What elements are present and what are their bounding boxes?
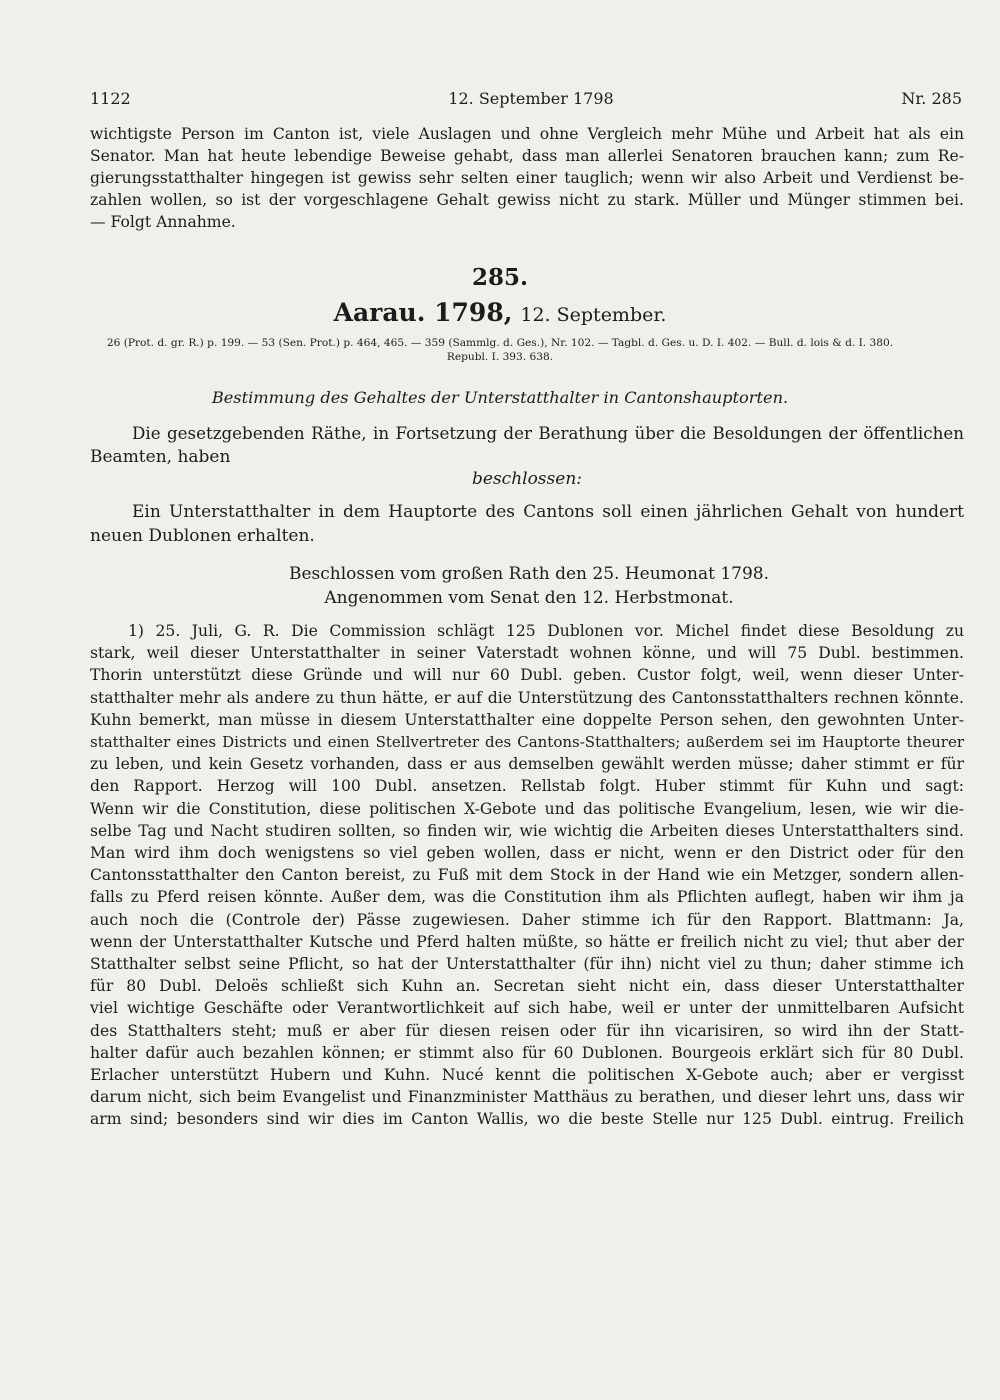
document-subject: Bestimmung des Gehaltes der Unterstatthalter in Cantonshauptorten. <box>211 388 789 407</box>
preamble <box>90 421 964 469</box>
closing-formula <box>0 562 1000 610</box>
text-line: auch noch die (Controle der) Pässe zugewiesen. Daher stimme ich für den Rapport. Blattmann: Ja, <box>90 910 964 929</box>
text-line: viel wichtige Geschäfte oder Verantwortlichkeit auf sich habe, weil er unter der unmittelbaren Aufsicht <box>90 999 964 1018</box>
text-line: falls zu Pferd reisen könnte. Außer dem, was die Constitution ihm als Pflichten auflegt, haben wir ihm ja <box>90 888 964 907</box>
text-line: 1) 25. Juli, G. R. Die Commission schlägt 125 Dublonen vor. Michel findet diese Besoldung zu <box>128 622 964 640</box>
decree <box>90 500 964 548</box>
text-line: Thorin unterstützt diese Gründe und will nur 60 Dubl. geben. Custor folgt, weil, wenn dieser Unter- <box>90 666 964 685</box>
text-line: arm sind; besonders sind wir dies im Canton Wallis, wo die beste Stelle nur 125 Dubl. eintrug. Freilich <box>90 1110 964 1129</box>
text-line: zu leben, und kein Gesetz vorhanden, dass er aus demselben gewählt werden müsse; daher stimmt er für <box>90 755 964 774</box>
text-line: wichtigste Person im Canton ist, viele Auslagen und ohne Vergleich mehr Mühe und Arbeit hat als ein <box>90 125 964 143</box>
text-line: Beschlossen vom großen Rath den 25. Heumonat 1798. <box>288 564 770 584</box>
text-line: zahlen wollen, so ist der vorgeschlagene Gehalt gewiss nicht zu stark. Müller und Münger stimmen bei. <box>90 191 964 209</box>
text-line: Angenommen vom Senat den 12. Herbstmonat. <box>324 588 734 608</box>
text-line: Senator. Man hat heute lebendige Beweise gehabt, dass man allerlei Senatoren brauchen kann; zum Re- <box>90 147 964 165</box>
text-line: Statthalter selbst seine Pflicht, so hat der Unterstatthalter (für ihn) nicht viel zu thun; daher stimme ich <box>90 955 964 974</box>
text-line: gierungsstatthalter hingegen ist gewiss sehr selten einer tauglich; wenn wir also Arbeit und Verdienst be- <box>90 169 964 187</box>
running-header-date: 12. September 1798 <box>448 89 614 108</box>
text-line: für 80 Dubl. Deloës schließt sich Kuhn an. Secretan sieht nicht ein, dass dieser Unterstatthalter <box>90 977 964 996</box>
document-number: 285. <box>471 264 529 291</box>
text-line: stark, weil dieser Unterstatthalter in seiner Vaterstadt wohnen könne, und will 75 Dubl. bestimmen. <box>90 644 964 663</box>
reference-line: Republ. I. 393. 638. <box>446 351 554 363</box>
text-line: neuen Dublonen erhalten. <box>90 526 315 546</box>
reference-line: 26 (Prot. d. gr. R.) p. 199. — 53 (Sen. Prot.) p. 464, 465. — 359 (Sammlg. d. Ges.), Nr. 102. — Tagbl. d. Ges. u. D. I. 402. — Bull. d. lois & d. I. 380. <box>106 337 894 349</box>
text-line: Beamten, haben <box>90 447 231 467</box>
text-line: Die gesetzgebenden Räthe, in Fortsetzung der Berathung über die Besoldungen der öffentlichen <box>132 423 964 443</box>
source-references <box>0 336 1000 364</box>
text-line: Cantonsstatthalter den Canton bereist, zu Fuß mit dem Stock in der Hand wie ein Metzger, sondern allen- <box>90 866 964 885</box>
footnote-notes <box>90 620 964 1131</box>
text-line: Ein Unterstatthalter in dem Hauptorte des Cantons soll einen jährlichen Gehalt von hundert <box>132 502 964 522</box>
text-line: Man wird ihm doch wenigstens so viel geben wollen, dass er nicht, wenn er den District oder für den <box>90 844 964 863</box>
text-line: — Folgt Annahme. <box>90 213 236 231</box>
text-line: Wenn wir die Constitution, diese politischen X-Gebote und das politische Evangelium, lesen, wie wir die- <box>90 799 964 818</box>
text-line: des Statthalters steht; muß er aber für diesen reisen oder für ihn vicarisiren, so wird ihn der Statt- <box>90 1021 964 1040</box>
resolved-line <box>90 467 964 491</box>
text-line: den Rapport. Herzog will 100 Dubl. ansetzen. Rellstab folgt. Huber stimmt für Kuhn und sagt: <box>90 777 964 796</box>
text-line: statthalter eines Districts und einen Stellvertreter des Cantons-Statthalters; außerdem sei im Hauptorte theurer <box>90 733 964 752</box>
running-header-number: Nr. 285 <box>901 89 962 108</box>
text-line: Kuhn bemerkt, man müsse in diesem Unterstatthalter eine doppelte Person sehen, den gewohnten Unter- <box>90 710 964 729</box>
text-line: statthalter mehr als andere zu thun hätte, er auf die Unterstützung des Cantonsstatthalters rechnen könnte. <box>90 688 964 707</box>
continued-paragraph <box>90 123 964 233</box>
text-line: wenn der Unterstatthalter Kutsche und Pferd halten müßte, so hätte er freilich nicht zu viel; thut aber der <box>90 932 964 951</box>
document-place: Aarau. 1798, <box>333 298 513 327</box>
page-number: 1122 <box>90 89 131 108</box>
text-line: Erlacher unterstützt Hubern und Kuhn. Nucé kennt die politischen X-Gebote auch; aber er vergisst <box>90 1066 964 1085</box>
text-line: darum nicht, sich beim Evangelist und Finanzminister Matthäus zu berathen, und dieser lehrt uns, dass wir <box>90 1088 964 1107</box>
text-line: halter dafür auch bezahlen können; er stimmt also für 60 Dublonen. Bourgeois erklärt sich für 80 Dubl. <box>90 1043 964 1062</box>
resolved-word: beschlossen: <box>472 469 582 489</box>
document-date: 12. September. <box>520 304 667 326</box>
text-line: selbe Tag und Nacht studiren sollten, so finden wir, wie wichtig die Arbeiten dieses Unterstatthalters sind. <box>90 821 964 840</box>
document-place-date <box>0 298 1000 327</box>
